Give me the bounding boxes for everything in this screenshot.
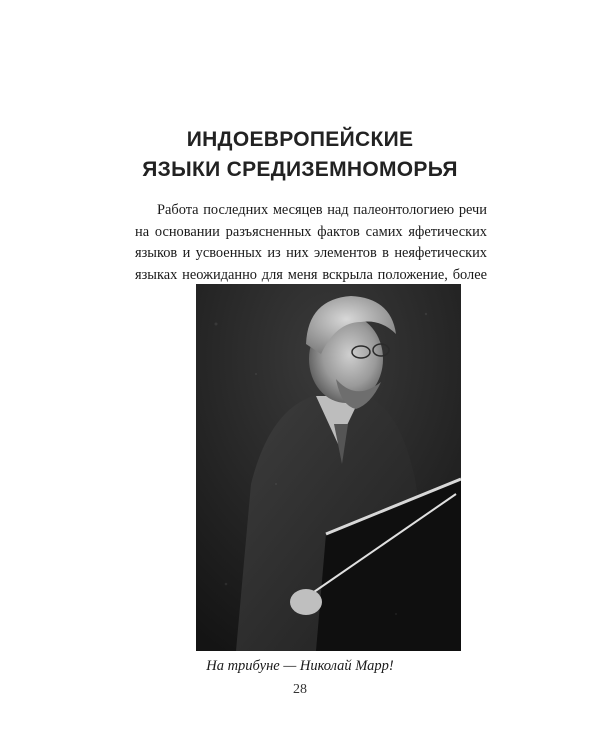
page-number: 28: [293, 682, 307, 697]
paragraph-line: на основании разъясненных фактов самих яфетических: [135, 223, 487, 240]
speaker-at-podium-illustration: [196, 284, 461, 651]
portrait-photo: [196, 284, 461, 651]
body-paragraph: [135, 200, 487, 286]
paragraph-line: Работа последних месяцев над палеонтологиею речи: [157, 202, 487, 218]
paragraph-line: языков и усвоенных из них элементов в неяфетических: [135, 245, 487, 261]
photo-caption: На трибуне — Николай Марр!: [206, 658, 394, 674]
chapter-title-line-2: ЯЗЫКИ СРЕДИЗЕМНОМОРЬЯ: [142, 158, 458, 181]
paragraph-line: языках неожиданно для меня вскрыла положение, более: [135, 266, 487, 283]
chapter-title-line-1: ИНДОЕВРОПЕЙСКИЕ: [186, 128, 414, 151]
